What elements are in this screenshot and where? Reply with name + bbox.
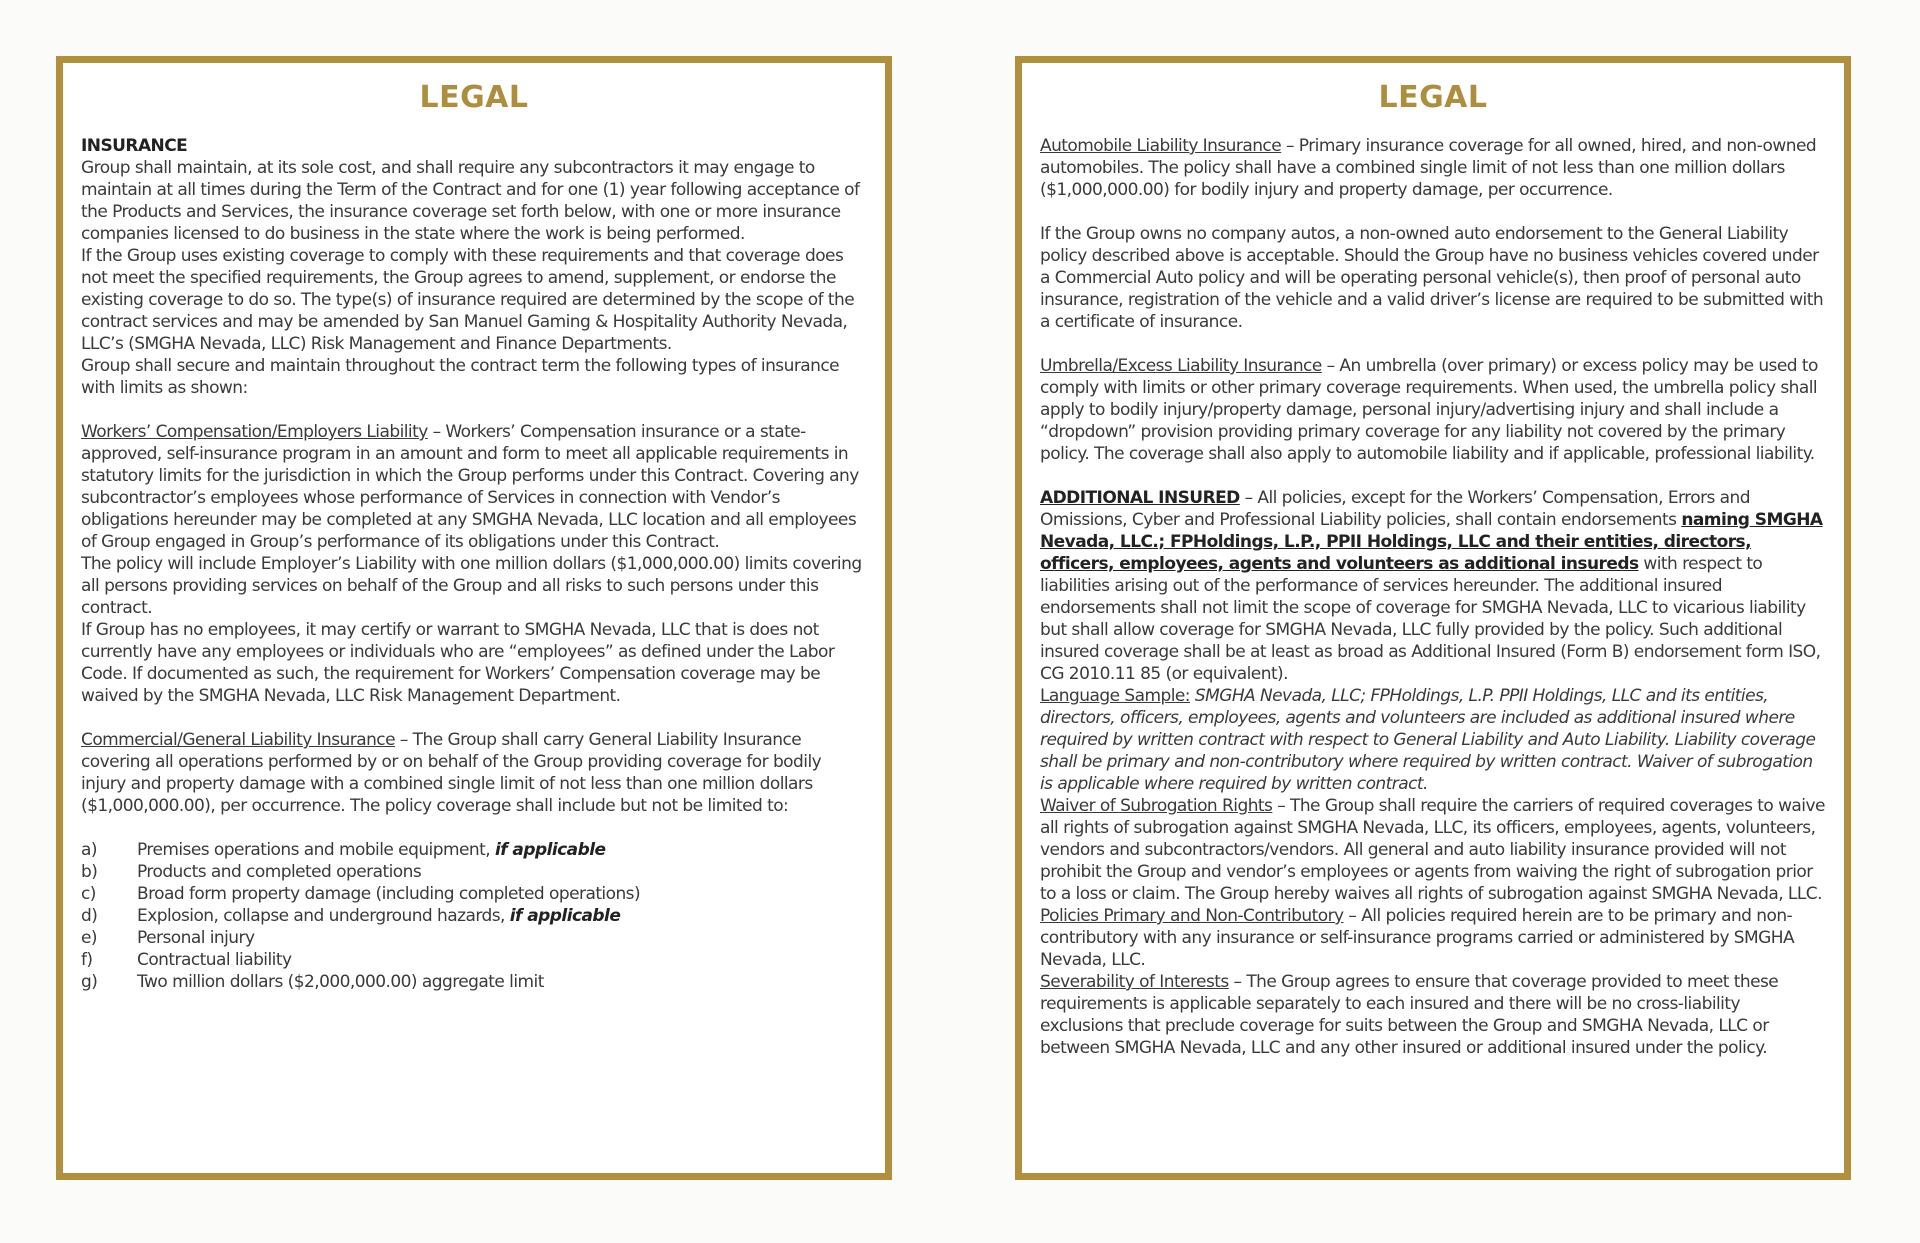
language-sample-title: Language Sample: xyxy=(1040,686,1190,706)
additional-insured-body-2: with respect to liabilities arising out of the performance of services hereunder. The additional insured endorsements shall not limit the scope of coverage for SMGHA Nevada, LLC to vicarious liability but shall allow coverage for SMGHA Nevada, LLC fully provided by the policy. Such additional insured coverage shall be at least as broad as Additional Insured (Form B) endorsement form ISO, CG 2010.11 85 (or equivalent). xyxy=(1040,554,1821,684)
page-title: LEGAL xyxy=(1378,80,1488,115)
general-liability-title: Commercial/General Liability Insurance xyxy=(81,730,396,750)
list-item xyxy=(81,927,867,949)
list-marker: a) xyxy=(81,840,97,860)
severability-paragraph xyxy=(1040,971,1826,1059)
umbrella-title: Umbrella/Excess Liability Insurance xyxy=(1040,356,1322,376)
coverage-list xyxy=(81,839,867,993)
auto-liability-body: – Primary insurance coverage for all owned, hired, and non-owned automobiles. The policy shall have a combined single limit of not less than one million dollars ($1,000,000.00) for bodily injury and property damage, per occurrence. xyxy=(1040,136,1817,200)
list-emphasis: if applicable xyxy=(509,906,621,926)
list-item xyxy=(81,905,867,927)
list-item xyxy=(81,883,867,905)
insurance-heading: INSURANCE xyxy=(81,136,188,156)
additional-insured-naming: naming SMGHA Nevada, LLC.; FPHoldings, L.P., PPII Holdings, LLC and their entities, directors, officers, employees, agents and volunteers as additional insureds xyxy=(1040,510,1823,574)
workers-comp-body: – Workers’ Compensation insurance or a state-approved, self-insurance program in an amount and form to meet all applicable requirements in statutory limits for the jurisdiction in which the Group performs under this Contract. Covering any subcontractor’s employees whose performance of Services in connection with Vendor’s obligations hereunder may be completed at any SMGHA Nevada, LLC location and all employees of Group engaged in Group’s performance of its obligations under this Contract. xyxy=(81,422,859,552)
primary-noncontributory-body: – All policies required herein are to be primary and non-contributory with any insurance or self-insurance programs carried or administered by SMGHA Nevada, LLC. xyxy=(1040,906,1795,970)
general-liability-body: – The Group shall carry General Liability Insurance covering all operations performed by or on behalf of the Group providing coverage for bodily injury and property damage with a combined single limit of not less than one million dollars ($1,000,000.00), per occurrence. The policy coverage shall include but not be limited to: xyxy=(81,730,822,816)
language-sample-body: SMGHA Nevada, LLC; FPHoldings, L.P. PPII Holdings, LLC and its entities, directors, officers, employees, agents and volunteers are included as additional insured where required by written contract with respect to General Liability and Auto Liability. Liability coverage shall be primary and non-contributory where required by written contract. Waiver of subrogation is applicable where required by written contract. xyxy=(1040,686,1816,794)
list-text: Personal injury xyxy=(137,928,255,948)
language-sample-paragraph xyxy=(1040,685,1826,795)
severability-title: Severability of Interests xyxy=(1040,972,1229,992)
waiver-title: Waiver of Subrogation Rights xyxy=(1040,796,1273,816)
list-text: Contractual liability xyxy=(137,950,292,970)
insurance-paragraph-1: Group shall maintain, at its sole cost, and shall require any subcontractors it may engage to maintain at all times during the Term of the Contract and for one (1) year following acceptance of the Products and Services, the insurance coverage set forth below, with one or more insurance companies licensed to do business in the state where the work is being performed. xyxy=(81,158,860,244)
additional-insured-body-1: – All policies, except for the Workers’ Compensation, Errors and Omissions, Cyber and Professional Liability policies, shall contain endorsements xyxy=(1040,488,1751,530)
list-item xyxy=(81,861,867,883)
list-text: Products and completed operations xyxy=(137,862,422,882)
severability-body: – The Group agrees to ensure that coverage provided to meet these requirements is applicable separately to each insured and there will be no cross-liability exclusions that preclude coverage for suits between the Group and SMGHA Nevada, LLC or between SMGHA Nevada, LLC and any other insured or additional insured under the policy. xyxy=(1040,972,1779,1058)
workers-comp-title: Workers’ Compensation/Employers Liability xyxy=(81,422,428,442)
list-text: Premises operations and mobile equipment, xyxy=(137,840,495,860)
right-legal-page xyxy=(1015,56,1851,1180)
list-marker: e) xyxy=(81,928,97,948)
umbrella-paragraph xyxy=(1040,355,1826,465)
list-text: Explosion, collapse and underground hazards, xyxy=(137,906,510,926)
list-item xyxy=(81,971,867,993)
waiver-body: – The Group shall require the carriers of required coverages to waive all rights of subrogation against SMGHA Nevada, LLC, its officers, employees, agents, volunteers, vendors and subcontractors/vendors. All general and auto liability insurance provided will not prohibit the Group and vendor’s employees or agents from waiving the right of subrogation prior to a loss or claim. The Group hereby waives all rights of subrogation against SMGHA Nevada, LLC. xyxy=(1040,796,1825,904)
primary-noncontributory-paragraph xyxy=(1040,905,1826,971)
waiver-paragraph xyxy=(1040,795,1826,905)
list-marker: b) xyxy=(81,862,98,882)
workers-comp-paragraph xyxy=(81,421,867,553)
list-marker: f) xyxy=(81,950,93,970)
left-legal-page xyxy=(56,56,892,1180)
employers-liability-paragraph: The policy will include Employer’s Liability with one million dollars ($1,000,000.00) limits covering all persons providing services on behalf of the Group and all risks to such persons under this contract. xyxy=(81,554,862,618)
list-text: Two million dollars ($2,000,000.00) aggregate limit xyxy=(137,972,544,992)
no-employees-paragraph: If Group has no employees, it may certify or warrant to SMGHA Nevada, LLC that is does not currently have any employees or individuals who are “employees” as defined under the Labor Code. If documented as such, the requirement for Workers’ Compensation coverage may be waived by the SMGHA Nevada, LLC Risk Management Department. xyxy=(81,620,835,706)
list-text: Broad form property damage (including completed operations) xyxy=(137,884,641,904)
insurance-paragraph-3: Group shall secure and maintain throughout the contract term the following types of insurance with limits as shown: xyxy=(81,356,840,398)
auto-liability-title: Automobile Liability Insurance xyxy=(1040,136,1282,156)
list-emphasis: if applicable xyxy=(494,840,606,860)
list-marker: c) xyxy=(81,884,96,904)
page-title: LEGAL xyxy=(419,80,529,115)
list-item xyxy=(81,949,867,971)
additional-insured-title: ADDITIONAL INSURED xyxy=(1040,488,1240,508)
list-marker: d) xyxy=(81,906,98,926)
primary-noncontributory-title: Policies Primary and Non-Contributory xyxy=(1040,906,1344,926)
auto-liability-paragraph xyxy=(1040,135,1826,201)
umbrella-body: – An umbrella (over primary) or excess policy may be used to comply with limits or other primary coverage requirements. When used, the umbrella policy shall apply to bodily injury/property damage, personal injury/advertising injury and shall include a “dropdown” provision providing primary coverage for any liability not covered by the primary policy. The coverage shall also apply to automobile liability and if applicable, professional liability. xyxy=(1040,356,1818,464)
non-owned-auto-paragraph: If the Group owns no company autos, a non-owned auto endorsement to the General Liability policy described above is acceptable. Should the Group have no business vehicles covered under a Commercial Auto policy and will be operating personal vehicle(s), then proof of personal auto insurance, registration of the vehicle and a valid driver’s license are required to be submitted with a certificate of insurance. xyxy=(1040,224,1824,332)
list-marker: g) xyxy=(81,972,98,992)
insurance-paragraph-2: If the Group uses existing coverage to comply with these requirements and that coverage does not meet the specified requirements, the Group agrees to amend, supplement, or endorse the existing coverage to do so. The type(s) of insurance required are determined by the scope of the contract services and may be amended by San Manuel Gaming & Hospitality Authority Nevada, LLC’s (SMGHA Nevada, LLC) Risk Management and Finance Departments. xyxy=(81,246,855,354)
additional-insured-paragraph xyxy=(1040,487,1826,685)
list-item xyxy=(81,839,867,861)
general-liability-paragraph xyxy=(81,729,867,817)
